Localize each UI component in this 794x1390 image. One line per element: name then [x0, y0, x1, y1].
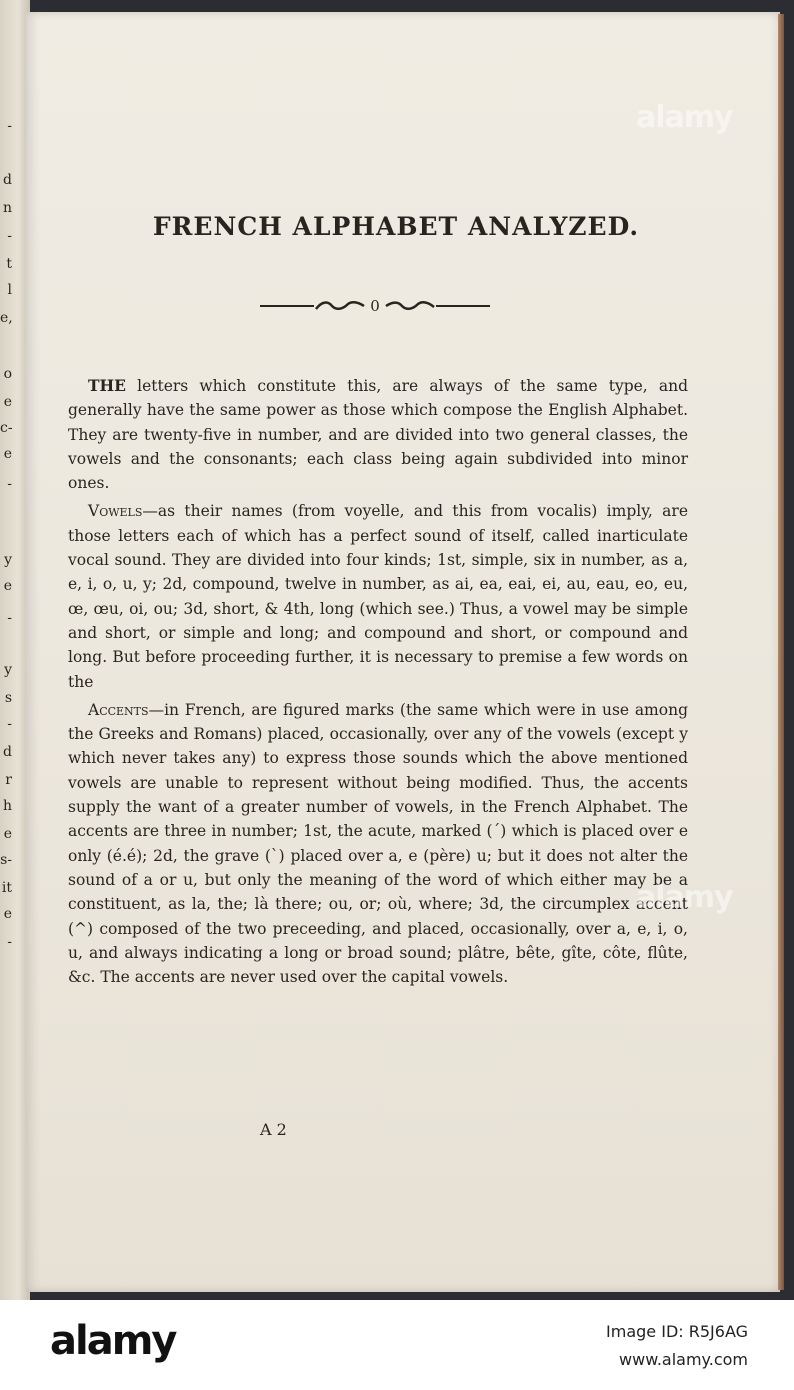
facing-page-char: - — [7, 610, 12, 626]
ornament-divider — [260, 296, 490, 316]
page-heading: FRENCH ALPHABET ANALYZED. — [152, 212, 640, 241]
paragraph-vowels — [68, 499, 688, 693]
paragraph-intro — [68, 374, 688, 495]
ornament-center-mark: 0 — [370, 297, 380, 315]
paragraph-accents — [68, 698, 688, 990]
facing-page-char: d — [3, 744, 12, 760]
facing-page-char: e — [3, 578, 12, 594]
facing-page-char: - — [7, 228, 12, 244]
facing-page-char: e — [3, 394, 12, 410]
facing-page-char: c- — [0, 420, 13, 436]
facing-page-char: d — [3, 172, 12, 188]
facing-page-char: o — [3, 366, 12, 382]
paragraph-accents-lead: Accents — [88, 700, 149, 719]
facing-page-char: y — [4, 552, 12, 568]
facing-page-char: e — [3, 826, 12, 842]
facing-page-char: - — [7, 934, 12, 950]
site-url: www.alamy.com — [619, 1350, 748, 1369]
stock-banner — [0, 1300, 794, 1390]
facing-page-char: t — [6, 256, 12, 272]
facing-page-char: l — [7, 282, 12, 298]
image-id-label: Image ID: R5J6AG — [606, 1322, 748, 1341]
facing-page-char: - — [7, 118, 12, 134]
facing-page-char: it — [1, 880, 12, 896]
facing-page-char: - — [7, 716, 12, 732]
facing-page-char: e, — [0, 310, 13, 326]
facing-page-char: y — [4, 662, 12, 678]
paragraph-intro-text: letters which constitute this, are always of the same type, and generally have the same power as those which compose the English Alphabet. They are twenty-five in number, and are divided into two general classes, the vowels and the consonants; each class being again subdivided into minor ones. — [68, 377, 688, 493]
facing-page-char: r — [5, 772, 12, 788]
book-page — [26, 12, 780, 1292]
facing-page-char: h — [2, 798, 12, 814]
signature-mark: A 2 — [260, 1120, 287, 1139]
facing-page-char: s — [4, 690, 12, 706]
facing-page-char: s- — [0, 852, 12, 868]
facing-page-char: e — [3, 446, 12, 462]
paragraph-vowels-lead: Vowels — [88, 502, 143, 521]
page-edge — [778, 14, 784, 1290]
paragraph-accents-text: —in French, are figured marks (the same which were in use among the Greeks and Romans) placed, occasionally, over any of the vowels (except y which never takes any) to express those sounds which the above mentioned vowels are unable to represent without being modified. Thus, the accents supply the want of a greater number of vowels, in the French Alphabet. The accents are three in number; 1st, the acute, marked (´) which is placed over e only (é.é); 2d, the grave (`) placed over a, e (père) u; but it does not alter the sound of a or u, but only the meaning of the word of which either may be a constituent, as la, the; là there; ou, or; où, where; 3d, the circumplex accent (^) composed of the two preceeding, and placed, occasionally, over a, e, i, o, u, and always indicating a long or broad sound; plâtre, bête, gîte, côte, flûte, &c. The accents are never used over the capital vowels. — [68, 700, 688, 987]
paragraph-vowels-text: —as their names (from voyelle, and this from vocalis) imply, are those letters each of which has a perfect sound of itself, called inarticulate vocal sound. They are divided into four kinds; 1st, simple, six in number, as a, e, i, o, u, y; 2d, compound, twelve in number, as ai, ea, eai, ei, au, eau, eo, eu, œ, œu, oi, ou; 3d, short, & 4th, long (which see.) Thus, a vowel may be simple and short, or simple and long; and compound and short, or compound and long. But before proceeding further, it is necessary to premise a few words on the — [68, 502, 688, 691]
watermark-mid-right: alamy — [636, 880, 733, 915]
facing-page-char: e — [3, 906, 12, 922]
watermark-top-right: alamy — [636, 100, 733, 135]
alamy-logo: alamy — [50, 1318, 176, 1364]
paragraph-intro-lead: THE — [88, 376, 126, 395]
body-text — [68, 374, 688, 989]
facing-page-char: n — [2, 200, 12, 216]
facing-page-char: - — [7, 476, 12, 492]
